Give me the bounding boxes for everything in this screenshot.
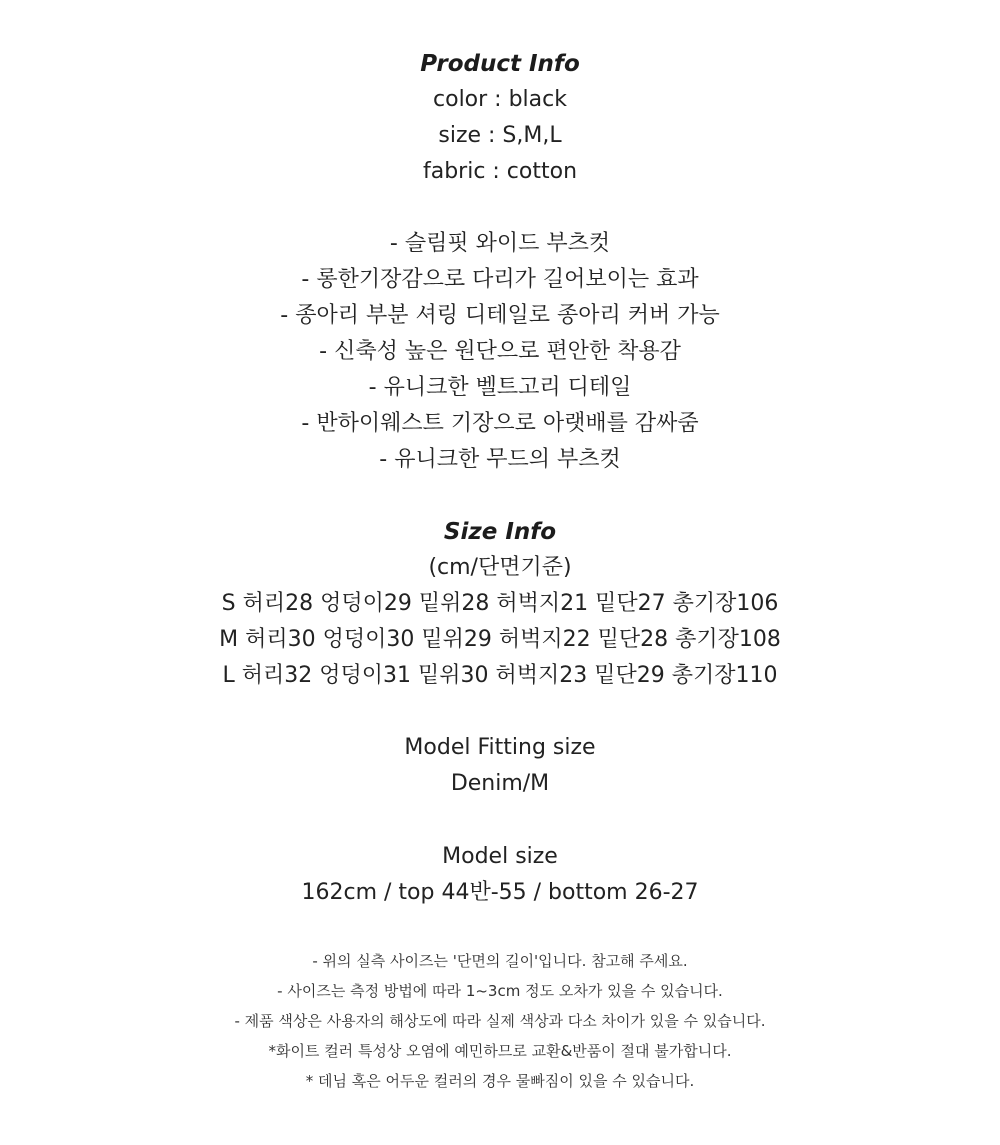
feature-item: - 유니크한 벨트고리 디테일	[368, 375, 632, 400]
feature-list	[0, 226, 1000, 478]
notice-item: * 데님 혹은 어두운 컬러의 경우 물빠짐이 있을 수 있습니다.	[305, 1072, 695, 1090]
notice-list	[0, 946, 1000, 1096]
product-size: size : S,M,L	[438, 123, 562, 148]
size-info-title: Size Info	[443, 519, 557, 545]
model-size-value: 162cm / top 44반-55 / bottom 26-27	[301, 880, 699, 905]
notice-item: - 사이즈는 측정 방법에 따라 1~3cm 정도 오차가 있을 수 있습니다.	[277, 982, 723, 1000]
product-info-title: Product Info	[420, 51, 580, 77]
size-row-l: L 허리32 엉덩이31 밑위30 허벅지23 밑단29 총기장110	[222, 663, 778, 688]
product-fabric: fabric : cotton	[422, 159, 578, 184]
model-fitting-value: Denim/M	[450, 771, 550, 796]
feature-item: - 종아리 부분 셔링 디테일로 종아리 커버 가능	[280, 303, 720, 328]
product-info-section	[0, 46, 1000, 190]
feature-item: - 슬림핏 와이드 부츠컷	[389, 231, 611, 256]
feature-item: - 신축성 높은 원단으로 편안한 착용감	[319, 339, 681, 364]
notice-item: *화이트 컬러 특성상 오염에 예민하므로 교환&반품이 절대 불가합니다.	[268, 1042, 732, 1060]
product-color: color : black	[433, 87, 567, 112]
size-info-section	[0, 514, 1000, 694]
size-row-s: S 허리28 엉덩이29 밑위28 허벅지21 밑단27 총기장106	[221, 591, 779, 616]
feature-item: - 롱한기장감으로 다리가 길어보이는 효과	[301, 267, 699, 292]
size-unit-note: (cm/단면기준)	[428, 555, 572, 580]
model-size-section	[0, 839, 1000, 911]
feature-item: - 유니크한 무드의 부츠컷	[379, 447, 621, 472]
model-fitting-section	[0, 730, 1000, 802]
feature-item: - 반하이웨스트 기장으로 아랫배를 감싸줌	[301, 411, 699, 436]
size-row-m: M 허리30 엉덩이30 밑위29 허벅지22 밑단28 총기장108	[219, 627, 781, 652]
model-size-title: Model size	[442, 844, 558, 869]
model-fitting-title: Model Fitting size	[404, 735, 596, 760]
notice-item: - 위의 실측 사이즈는 '단면의 길이'입니다. 참고해 주세요.	[312, 952, 688, 970]
notice-item: - 제품 색상은 사용자의 해상도에 따라 실제 색상과 다소 차이가 있을 수 있습니다.	[234, 1012, 766, 1030]
